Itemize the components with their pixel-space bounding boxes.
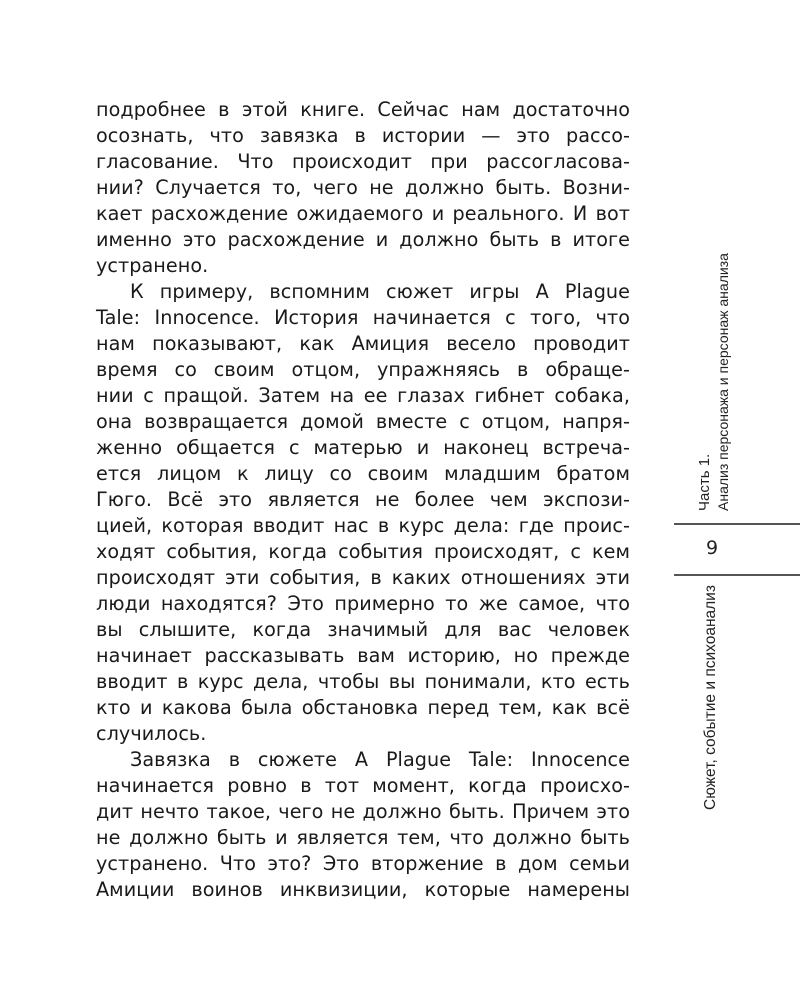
text-line: нии? Случается то, чего не должно быть. Возни- [96,176,630,199]
text-line: осознать, что завязка в истории — это рассо- [96,124,630,147]
text-line: устранено. Что это? Это вторжение в дом семьи [96,852,630,875]
text-line: Tale: Innocence. История начинается с того, что [96,306,630,329]
page-number: 9 [705,537,719,559]
text-line: ется лицом к лицу со своим младшим братом [96,462,630,485]
text-line: Амиции воинов инквизиции, которые намерены [96,878,630,901]
text-line: начинается ровно в тот момент, когда происхо- [96,774,630,797]
part-subtitle: Анализ персонажа и персонаж анализа [715,253,731,511]
text-line: дит нечто такое, чего не должно быть. Причем это [96,800,630,823]
text-line: Гюго. Всё это является не более чем экспози- [96,488,630,511]
text-line: нам показывают, как Амиция весело проводит [96,332,630,355]
text-line: начинает рассказывать вам историю, но прежде [96,644,630,667]
part-title: Часть 1. [696,453,713,511]
book-title: Сюжет, событие и психоанализ [702,585,719,810]
text-line: подробнее в этой книге. Сейчас нам достаточно [96,98,630,121]
text-line: женно общается с матерью и наконец встреча- [96,436,630,459]
text-line: вводит в курс дела, чтобы вы понимали, кто есть [96,670,630,693]
text-line: гласование. Что происходит при рассогласова- [96,150,630,173]
text-line: ходят события, когда события происходят, с кем [96,540,630,563]
text-line: люди находятся? Это примерно то же самое, что [96,592,630,615]
text-line: вы слышите, когда значимый для вас человек [96,618,630,641]
text-line: кто и какова была обстановка перед тем, как всё [96,696,630,719]
text-line: устранено. [96,254,209,277]
text-line: происходят эти события, в каких отношениях эти [96,566,630,589]
text-line: нии с пращой. Затем на ее глазах гибнет собака, [96,384,630,407]
paragraph-start-line: Завязка в сюжете A Plague Tale: Innocence [130,748,630,771]
text-line: именно это расхождение и должно быть в итоге [96,228,630,251]
text-line: она возвращается домой вместе с отцом, напря- [96,410,630,433]
text-line: цией, которая вводит нас в курс дела: где проис- [96,514,630,537]
text-line: кает расхождение ожидаемого и реального. И вот [96,202,630,225]
sidebar-divider-top [674,523,800,525]
text-line: случилось. [96,722,207,745]
paragraph-start-line: К примеру, вспомним сюжет игры A Plague [130,280,630,303]
text-line: время со своим отцом, упражняясь в обраще- [96,358,630,381]
body-text [96,97,630,903]
sidebar-divider-bottom [674,574,800,576]
text-line: не должно быть и является тем, что должно быть [96,826,630,849]
